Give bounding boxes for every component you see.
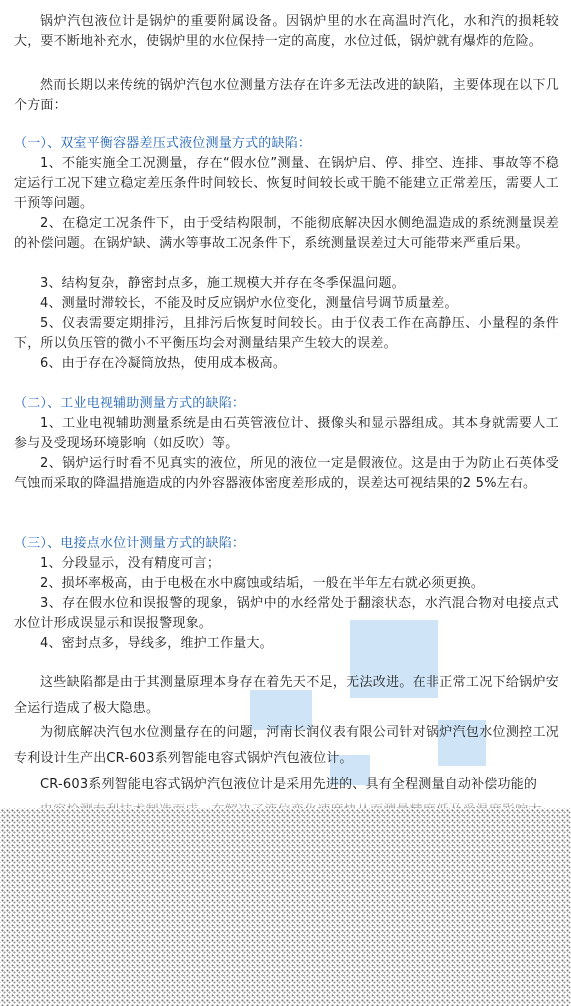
section-3-item-2: 2、损坏率极高，由于电极在水中腐蚀或结垢，一般在半年左右就必须更换。 <box>40 576 485 591</box>
section-1-item-4: 4、测量时滞较长，不能及时反应锅炉水位变化，测量信号调节质量差。 <box>40 296 458 311</box>
intro-paragraph-2: 然而长期以来传统的锅炉汽包水位测量方法存在许多无法改进的缺陷，主要体现在以下几个方面： <box>14 78 559 113</box>
outro-paragraph-1: 这些缺陷都是由于其测量原理本身存在着先天不足，无法改进。在非正常工况下给锅炉安全运行造成了极大隐患。 <box>14 675 559 716</box>
section-1-item-5: 5、仪表需要定期排污，且排污后恢复时间较长。由于仪表工作在高静压、小量程的条件下，所以负压管的微小不平衡压均会对测量结果产生较大的误差。 <box>14 316 559 351</box>
intro-paragraph-1: 锅炉汽包液位计是锅炉的重要附属设备。因锅炉里的水在高温时汽化，水和汽的损耗较大，要不断地补充水，使锅炉里的水位保持一定的高度，水位过低，锅炉就有爆炸的危险。 <box>14 14 559 49</box>
section-2-item-1: 1、工业电视辅助测量系统是由石英管液位计、摄像头和显示器组成。其本身就需要人工参与及受现场环境影响（如反吹）等。 <box>14 416 559 451</box>
section-3-item-3: 3、存在假水位和误报警的现象，锅炉中的水经常处于翻滚状态，水汽混合物对电接点式水位计形成误显示和误报警现象。 <box>14 596 559 631</box>
section-1-item-2: 2、在稳定工况条件下，由于受结构限制，不能彻底解决因水侧绝温造成的系统测量误差的补偿问题。在锅炉缺、满水等事故工况条件下，系统测量误差过大可能带来严重后果。 <box>14 216 559 251</box>
section-1-heading: （一）、双室平衡容器差压式液位测量方式的缺陷： <box>14 136 312 151</box>
outro-paragraph-3: CR-603系列智能电容式锅炉汽包液位计是采用先进的、具有全程测量自动补偿功能的 <box>40 777 538 792</box>
section-1-item-3: 3、结构复杂，静密封点多，施工规模大并存在冬季保温问题。 <box>40 276 405 291</box>
section-2-heading: （二）、工业电视辅助测量方式的缺陷： <box>14 396 246 411</box>
section-1-item-6: 6、由于存在冷凝筒放热，使用成本极高。 <box>40 356 287 371</box>
section-1-item-1: 1、不能实施全工况测量，存在“假水位”测量、在锅炉启、停、排空、连排、事故等不稳定运行工况下建立稳定差压条件时间较长、恢复时间较长或干脆不能建立正常差压，需要人工干预等问题。 <box>14 156 559 211</box>
section-3-item-1: 1、分段显示，没有精度可言； <box>40 556 221 571</box>
section-3-heading: （三）、电接点水位计测量方式的缺陷： <box>14 536 246 551</box>
section-2-item-2: 2、锅炉运行时看不见真实的液位，所见的液位一定是假液位。这是由于为防止石英体受气蚀而采取的降温措施造成的内外容器液体密度差形成的，误差达可视结果的2 5%左右。 <box>14 456 559 491</box>
outro-paragraph-2: 为彻底解决汽包水位测量存在的问题，河南长润仪表有限公司针对锅炉汽包水位测控工况专利设计生产出CR-603系列智能电容式锅炉汽包液位计。 <box>14 725 559 766</box>
section-3-item-4: 4、密封点多，导线多，维护工作量大。 <box>40 636 273 651</box>
dotted-pattern-area <box>0 808 571 1006</box>
